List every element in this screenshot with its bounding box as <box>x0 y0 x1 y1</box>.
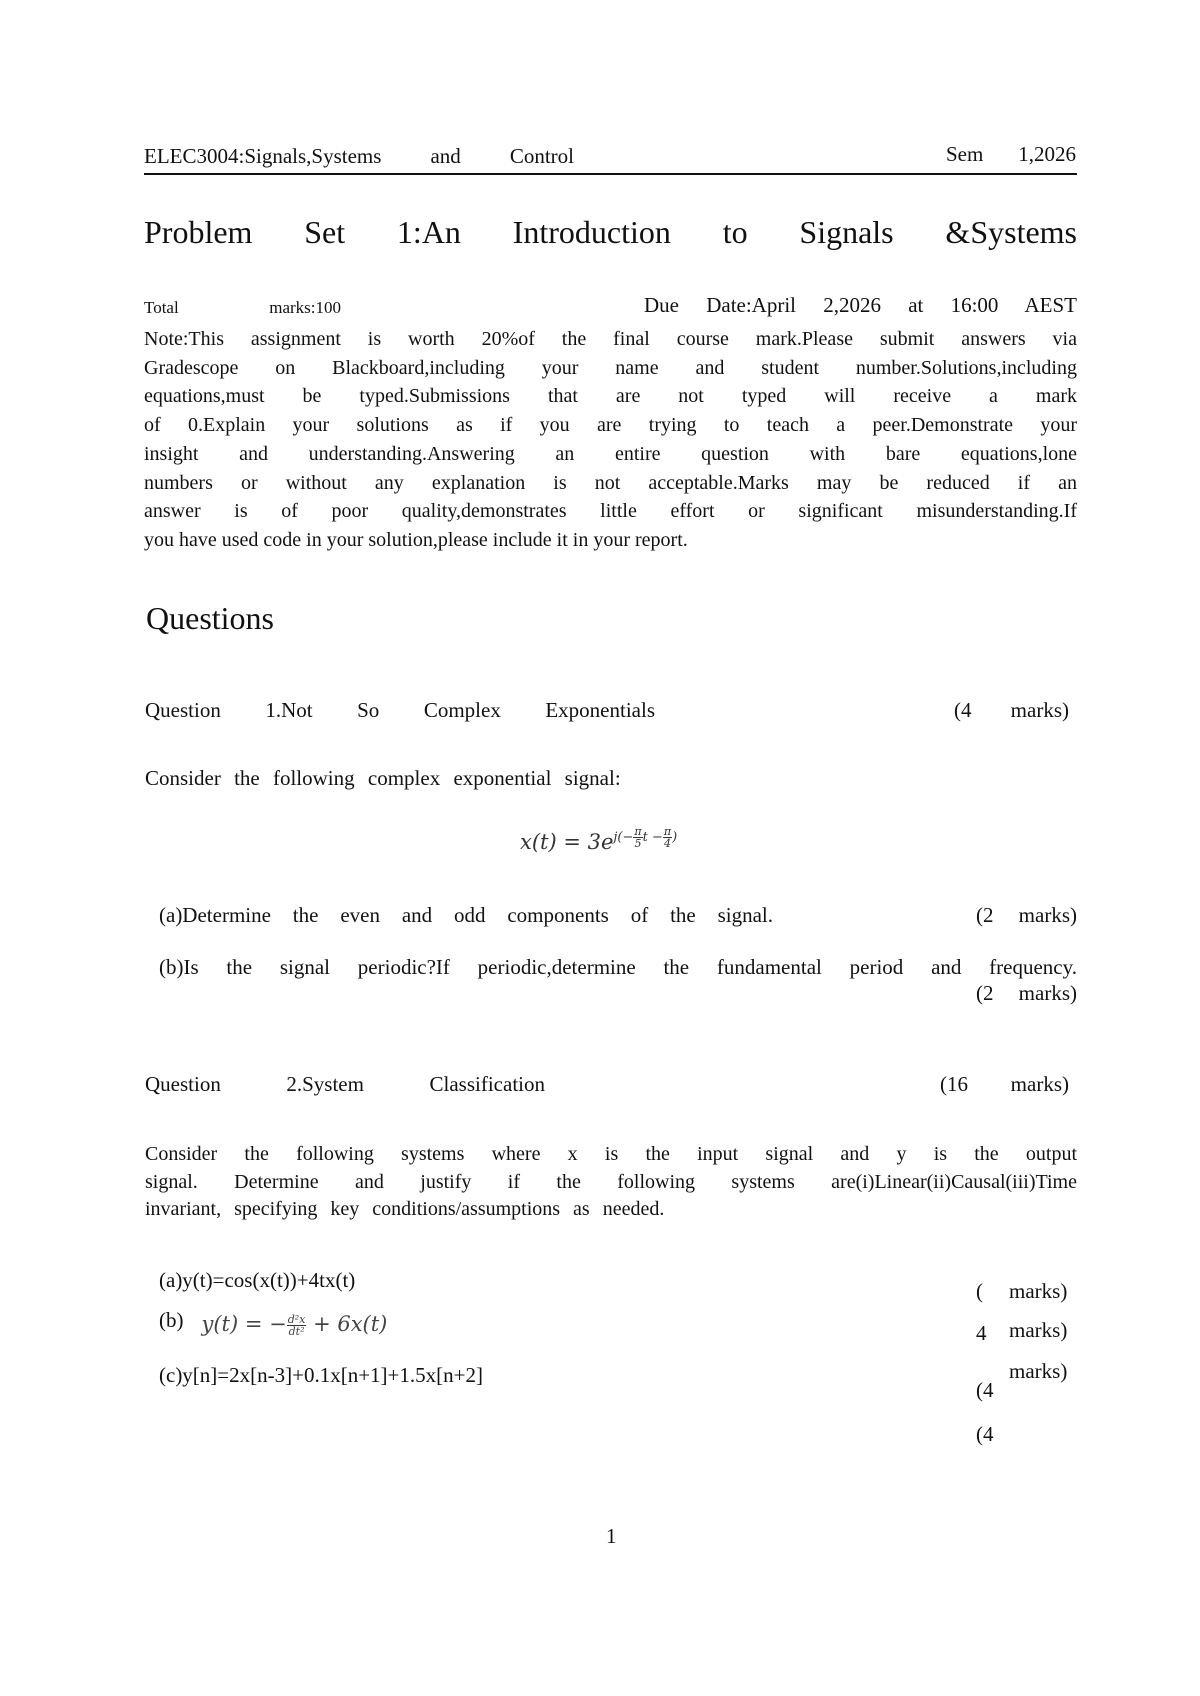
q2-marks-paren-4: (4 <box>976 1422 994 1446</box>
page-title: Problem Set 1:An Introduction to Signals &Systems <box>144 214 1077 250</box>
eq-lhs: x(t) = 3e <box>520 830 614 854</box>
q1-part-a-marks: (2 marks) <box>976 903 1077 927</box>
eq-rhs: + 6x(t) <box>313 1312 388 1336</box>
due-date: Due Date:April 2,2026 at 16:00 AEST <box>644 293 1077 317</box>
q2-marks: (16 marks) <box>940 1072 1069 1096</box>
frac-num: π <box>663 825 672 838</box>
note-line: equations,must be typed.Submissions that are not typed will receive a mark <box>144 385 1077 408</box>
q1-intro: Consider the following complex exponential signal: <box>145 766 621 790</box>
q1-part-b-marks: (2 marks) <box>976 981 1077 1005</box>
frac-num: π <box>634 825 642 838</box>
eq-exponent <box>613 825 678 850</box>
q2-marks-num-2: 4 <box>976 1321 987 1345</box>
q2-part-a: (a)y(t)=cos(x(t))+4tx(t) <box>159 1268 356 1292</box>
questions-heading: Questions <box>146 600 274 636</box>
q2-marks-paren-1: ( <box>976 1279 983 1303</box>
q1-marks: (4 marks) <box>954 698 1069 722</box>
q2-title: Question 2.System Classification <box>145 1072 545 1096</box>
q2-marks-word-1: marks) <box>1009 1279 1068 1303</box>
frac-num: d²x <box>287 1313 306 1326</box>
q1-part-a: (a)Determine the even and odd components of the signal. <box>159 903 773 927</box>
frac-d2x-dt2 <box>287 1314 307 1337</box>
q2-part-b-label: (b) <box>159 1308 184 1332</box>
note-line: of 0.Explain your solutions as if you are trying to teach a peer.Demonstrate your <box>144 414 1077 437</box>
note-line: you have used code in your solution,please include it in your report. <box>144 528 688 551</box>
note-line: insight and understanding.Answering an entire question with bare equations,lone <box>144 442 1077 465</box>
note-line: Note:This assignment is worth 20%of the final course mark.Please submit answers via <box>144 328 1077 350</box>
note-line: numbers or without any explanation is not acceptable.Marks may be reduced if an <box>144 471 1077 494</box>
q1-equation <box>520 826 677 854</box>
semester-label: Sem 1,2026 <box>946 142 1076 166</box>
course-header: ELEC3004:Signals,Systems and Control <box>144 144 574 168</box>
q2-marks-word-3: marks) <box>1009 1359 1068 1383</box>
frac-den: 5 <box>634 837 642 850</box>
total-marks: Total marks:100 <box>144 298 341 317</box>
assignment-note <box>144 325 1077 555</box>
frac-pi-5 <box>633 826 642 849</box>
eq-lhs: y(t) = − <box>201 1312 287 1336</box>
header-rule <box>144 173 1077 175</box>
note-line: Gradescope on Blackboard,including your name and student number.Solutions,including <box>144 356 1077 379</box>
q2-intro <box>145 1141 1077 1224</box>
frac-den: dt² <box>288 1325 305 1338</box>
page-number: 1 <box>606 1524 617 1548</box>
q1-title: Question 1.Not So Complex Exponentials <box>145 698 655 722</box>
q2-marks-word-2: marks) <box>1009 1318 1068 1342</box>
q2-part-c: (c)y[n]=2x[n-3]+0.1x[n+1]+1.5x[n+2] <box>159 1363 483 1387</box>
frac-den: 4 <box>664 837 671 850</box>
q1-part-b: (b)Is the signal periodic?If periodic,determine the fundamental period and frequency. <box>159 955 1077 979</box>
q2-marks-paren-3: (4 <box>976 1378 994 1402</box>
note-line: answer is of poor quality,demonstrates little effort or significant misunderstanding.If <box>144 500 1077 523</box>
q2-intro-line: Consider the following systems where x is the input signal and y is the output <box>145 1143 1077 1165</box>
q2-intro-line: invariant, specifying key conditions/assumptions as needed. <box>145 1198 665 1220</box>
q2-intro-line: signal. Determine and justify if the following systems are(i)Linear(ii)Causal(iii)Time <box>145 1170 1077 1193</box>
exp-mid: t − <box>642 830 663 845</box>
q2-part-b <box>159 1308 388 1338</box>
q2-part-b-equation <box>202 1312 388 1336</box>
exp-open: j(− <box>613 830 634 845</box>
exp-close: ) <box>672 830 678 845</box>
frac-pi-4 <box>663 826 672 849</box>
